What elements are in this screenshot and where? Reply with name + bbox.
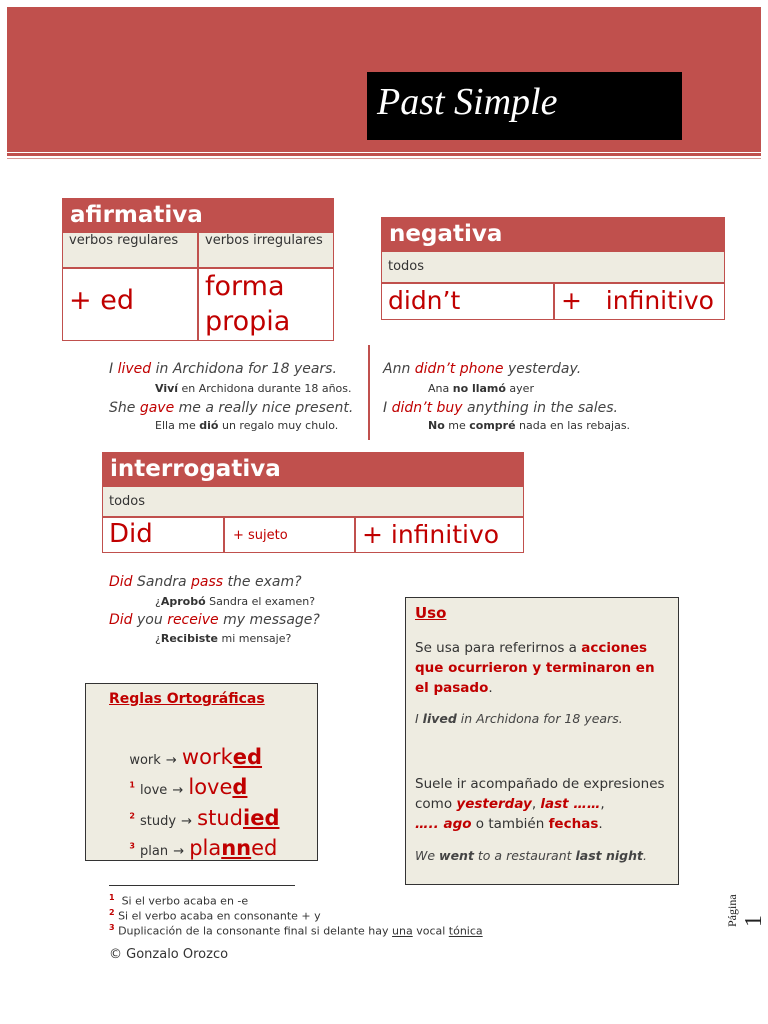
header-divider [7, 153, 761, 156]
translation-negative-1: Ana no llamó ayer [428, 382, 534, 395]
interrogativa-table [102, 452, 524, 553]
negativa-aux-cell: didn’t [381, 283, 554, 320]
afirmativa-heading: afirmativa [62, 198, 334, 232]
afirmativa-regular-cell: + ed [62, 268, 198, 341]
usage-definition: Se usa para referirnos a acciones que ocurrieron y terminaron en el pasado. [415, 640, 655, 696]
example-negative-2: I didn’t buy anything in the sales. [383, 400, 618, 416]
page-number-block [705, 894, 768, 935]
footnote-1: $^1$ Si el verbo acaba en -e [109, 893, 249, 908]
usage-example-2: We went to a restaurant last night. [415, 848, 647, 863]
translation-negative-2: No me compré nada en las rebajas. [428, 419, 631, 432]
example-negative-1: Ann didn’t phone yesterday. [383, 361, 582, 377]
translation-question-1: ¿Aprobó Sandra el examen? [155, 595, 316, 608]
afirmativa-col1-header: verbos regulares [62, 232, 198, 268]
spelling-rules-title: Reglas Ortográficas [109, 691, 265, 707]
translation-question-2: ¿Recibiste mi mensaje? [155, 632, 292, 645]
translation-affirmative-1: Viví en Archidona durante 18 años. [155, 382, 352, 395]
afirmativa-irregular-cell: forma propia [198, 268, 334, 341]
usage-box [405, 597, 679, 885]
rule-double-consonant: $^3$ plan → planned [129, 836, 278, 860]
example-affirmative-2: She gave me a really nice present. [109, 400, 354, 416]
interrogativa-infinitive-cell: + infinitivo [355, 517, 524, 553]
usage-title: Uso [415, 604, 447, 622]
negativa-table [381, 217, 725, 320]
interrogativa-aux-cell: Did [102, 517, 224, 553]
page-label: Página [725, 894, 739, 927]
interrogativa-subject-cell: + sujeto [224, 517, 355, 553]
example-affirmative-1: I lived in Archidona for 18 years. [109, 361, 337, 377]
afirmativa-col2-header: verbos irregulares [198, 232, 334, 268]
negativa-heading: negativa [381, 217, 725, 251]
examples-divider [368, 345, 370, 440]
footnote-rule [109, 885, 295, 886]
afirmativa-table [62, 198, 334, 341]
interrogativa-subheader: todos [102, 486, 524, 517]
negativa-subheader: todos [381, 251, 725, 283]
translation-affirmative-2: Ella me dió un regalo muy chulo. [155, 419, 339, 432]
title-box [367, 72, 682, 140]
usage-expressions: Suele ir acompañado de expresiones como yesterday, last ……, ….. ago o también fechas. [415, 776, 665, 832]
copyright: © Gonzalo Orozco [109, 947, 229, 962]
rule-consonant-y: $^2$ study → studied [129, 806, 280, 830]
example-question-1: Did Sandra pass the exam? [109, 574, 302, 590]
page-number: 1 [741, 915, 767, 927]
interrogativa-heading: interrogativa [102, 452, 524, 486]
footnote-2: $^2$ Si el verbo acaba en consonante + y [109, 908, 321, 923]
usage-example-1: I lived in Archidona for 18 years. [415, 711, 623, 726]
rule-ends-in-e: $^1$ love → loved [129, 775, 248, 799]
rule-regular: work → worked [129, 745, 263, 769]
spelling-rules-box [85, 683, 318, 861]
footnote-3: $^3$ Duplicación de la consonante final si delante hay una vocal tónica [109, 923, 483, 938]
header-divider-thin [7, 158, 761, 159]
example-question-2: Did you receive my message? [109, 612, 320, 628]
negativa-infinitive-cell: + infinitivo [554, 283, 725, 320]
page-title: Past Simple [377, 81, 558, 123]
